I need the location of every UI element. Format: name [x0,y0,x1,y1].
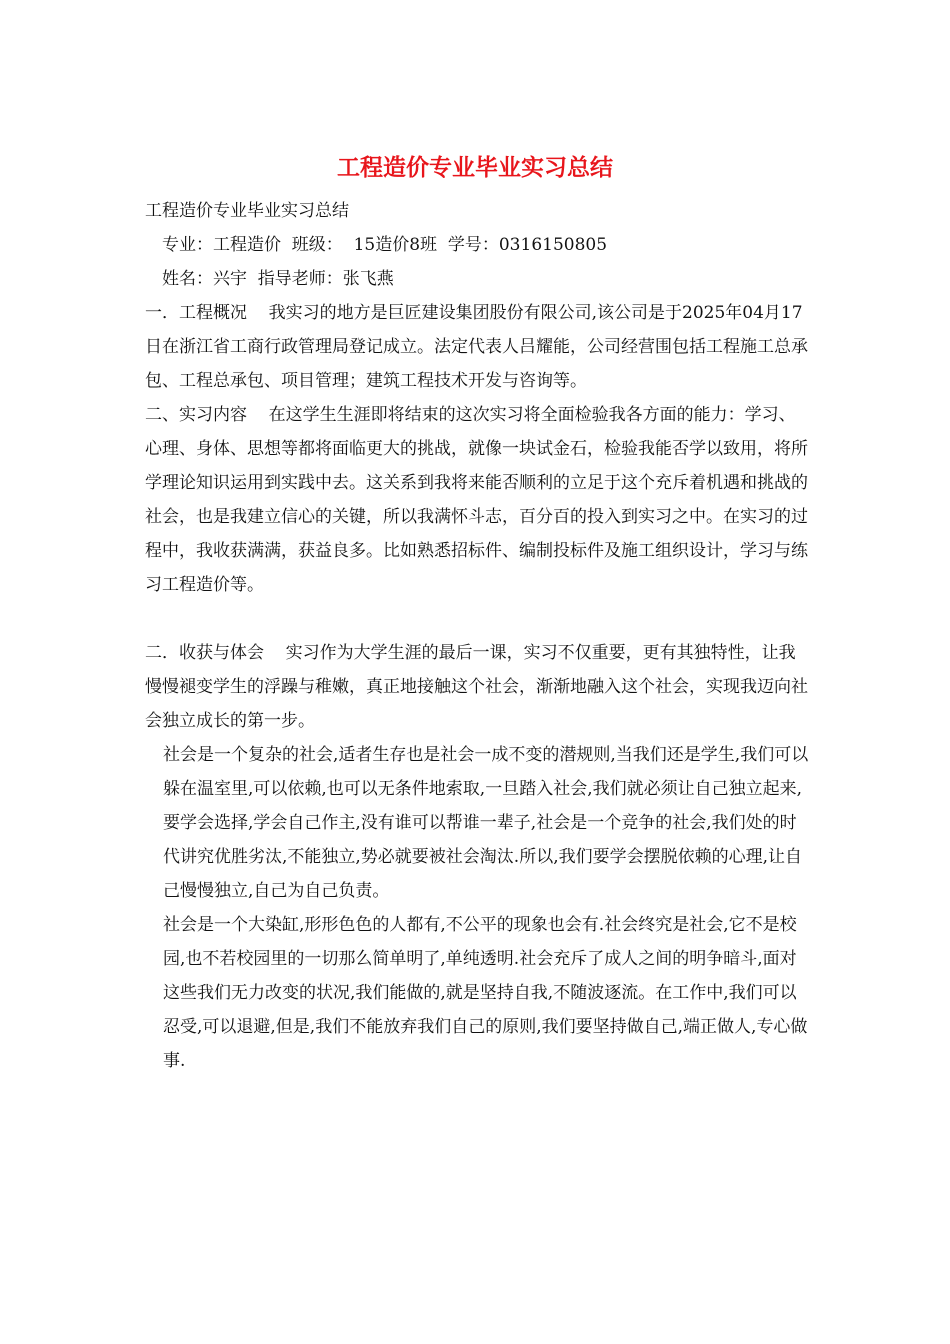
paragraph-internship-content: 二、实习内容 在这学生生涯即将结束的这次实习将全面检验我各方面的能力：学习、心理、身体、思想等都将面临更大的挑战，就像一块试金石，检验我能否学以致用，将所学理论知识运用到实践中去。这关系到我将来能否顺利的立足于这个充斥着机遇和挑战的社会，也是我建立信心的关键，所以我满怀斗志，百分百的投入到实习之中。在实习的过程中，我收获满满，获益良多。比如熟悉招标件、编制投标件及施工组织设计，学习与练习工程造价等。 [145,405,808,595]
blank-line [145,602,810,636]
paragraph-society-dye-vat: 社会是一个大染缸,形形色色的人都有,不公平的现象也会有.社会终究是社会,它不是校园,也不若校园里的一切那么简单明了,单纯透明.社会充斥了成人之间的明争暗斗,面对这些我们无力改变的状况,我们能做的,就是坚持自我,不随波逐流。在工作中,我们可以忍受,可以退避,但是,我们不能放弃我们自己的原则,我们要坚持做自己,端正做人,专心做事. [163,915,808,1071]
document-subtitle: 工程造价专业毕业实习总结 [145,201,349,221]
paragraph-gains: 二．收获与体会 实习作为大学生涯的最后一课，实习不仅重要，更有其独特性，让我慢慢褪变学生的浮躁与稚嫩，真正地接触这个社会，渐渐地融入这个社会，实现我迈向社会独立成长的第一步。 [145,643,808,731]
student-info-line: 专业：工程造价 班级： 15造价8班 学号：0316150805 [162,235,608,255]
document-title: 工程造价专业毕业实习总结 [337,154,613,181]
paragraph-society-complex: 社会是一个复杂的社会,适者生存也是社会一成不变的潜规则,当我们还是学生,我们可以躲在温室里,可以依赖,也可以无条件地索取,一旦踏入社会,我们就必须让自己独立起来,要学会选择,学会自己作主,没有谁可以帮谁一辈子,社会是一个竞争的社会,我们处的时代讲究优胜劣汰,不能独立,势必就要被社会淘汰.所以,我们要学会摆脱依赖的心理,让自己慢慢独立,自己为自己负责。 [163,745,809,901]
document-body [145,194,810,1078]
paragraph-project-overview: 一．工程概况 我实习的地方是巨匠建设集团股份有限公司,该公司是于2025年04月17日在浙江省工商行政管理局登记成立。法定代表人吕耀能，公司经营围包括工程施工总承包、工程总承包、项目管理；建筑工程技术开发与咨询等。 [145,303,808,391]
student-name-line: 姓名：兴宇 指导老师：张飞燕 [162,269,394,289]
